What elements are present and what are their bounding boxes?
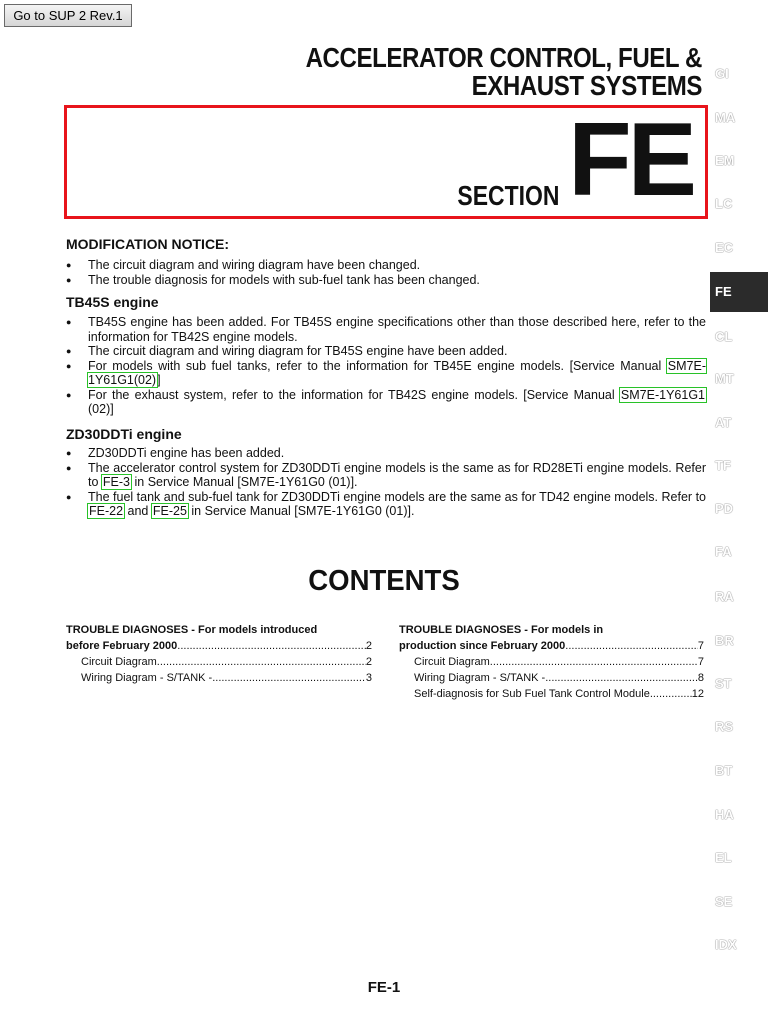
list-item	[66, 461, 706, 490]
tab-fe[interactable]: FE	[710, 272, 768, 312]
item-text: The accelerator control system for ZD30DDTi engine models is the same as for RD28ETi engine models. Refer to	[88, 460, 706, 489]
toc-leader	[212, 670, 366, 686]
toc-entry[interactable]	[399, 686, 704, 702]
toc-page: 3	[365, 672, 372, 684]
toc-head-line2: before February 2000	[66, 640, 178, 652]
zd30-list	[66, 446, 706, 519]
toc-page: 8	[697, 672, 704, 684]
list-item: ● The circuit diagram and wiring diagram for TB45S engine have been added.	[66, 344, 706, 359]
toc-entry-title: Self-diagnosis for Sub Fuel Tank Control Module	[414, 688, 650, 700]
tab-em[interactable]: EM	[715, 153, 735, 168]
tab-cl[interactable]: CL	[715, 329, 733, 344]
item-text-end: ]	[157, 373, 161, 387]
toc-head-line1: TROUBLE DIAGNOSES - For models in	[399, 624, 604, 636]
tab-at[interactable]: AT	[715, 415, 732, 430]
tab-idx[interactable]: IDX	[715, 937, 737, 952]
tab-fa[interactable]: FA	[715, 544, 732, 559]
toc-head-row[interactable]	[66, 638, 372, 654]
modification-list	[66, 258, 706, 287]
tab-ha[interactable]: HA	[715, 807, 734, 822]
tb45s-heading: TB45S engine	[66, 294, 159, 310]
tab-el[interactable]: EL	[715, 850, 732, 865]
section-banner	[64, 102, 708, 219]
go-to-sup-button[interactable]: Go to SUP 2 Rev.1	[4, 4, 132, 27]
tab-br[interactable]: BR	[715, 633, 734, 648]
list-item: ● The circuit diagram and wiring diagram have been changed.	[66, 258, 706, 273]
page-title	[255, 44, 702, 100]
toc-leader	[177, 638, 366, 654]
fe-3-link[interactable]: FE-3	[102, 475, 131, 489]
toc-page: 7	[697, 656, 704, 668]
item-text-end: in Service Manual [SM7E-1Y61G0 (01)].	[134, 475, 358, 489]
toc-entry[interactable]	[399, 670, 704, 686]
tb45s-list	[66, 315, 706, 417]
tab-ec[interactable]: EC	[715, 240, 734, 255]
list-item: ● ZD30DDTi engine has been added.	[66, 446, 706, 461]
list-item: ● The trouble diagnosis for models with sub-fuel tank has been changed.	[66, 273, 706, 288]
tab-mt[interactable]: MT	[715, 371, 734, 386]
list-item	[66, 490, 706, 519]
toc-entry[interactable]	[66, 654, 372, 670]
zd30-heading: ZD30DDTi engine	[66, 426, 182, 442]
toc-entry[interactable]	[66, 670, 372, 686]
item-text-and: and	[127, 504, 149, 518]
item-text: The fuel tank and sub-fuel tank for ZD30DDTi engine models are the same as for TD42 engine models. Refer to	[88, 489, 706, 504]
toc-page: 12	[691, 688, 704, 700]
list-item	[66, 359, 706, 388]
toc-entry-title: Wiring Diagram - S/TANK -	[81, 672, 213, 684]
toc-entry[interactable]	[399, 654, 704, 670]
toc-page: 7	[697, 640, 704, 652]
toc-leader	[565, 638, 698, 654]
service-manual-link[interactable]: SM7E-1Y61G1	[620, 387, 705, 402]
section-word: SECTION	[456, 180, 559, 211]
toc-leader	[650, 686, 692, 702]
fe-25-link[interactable]: FE-25	[152, 504, 187, 518]
item-text: For models with sub fuel tanks, refer to the information for TB45E engine models. [Service Manual	[88, 358, 662, 373]
tab-rs[interactable]: RS	[715, 719, 734, 734]
tab-pd[interactable]: PD	[715, 501, 734, 516]
tab-ra[interactable]: RA	[715, 589, 734, 604]
toc-leader	[490, 654, 698, 670]
title-line-1: ACCELERATOR CONTROL, FUEL &	[305, 42, 702, 73]
fe-22-link[interactable]: FE-22	[89, 504, 124, 518]
toc-head-line1: TROUBLE DIAGNOSES - For models introduced	[66, 624, 318, 636]
tab-lc[interactable]: LC	[715, 196, 733, 211]
toc-leader	[545, 670, 698, 686]
toc-entry-title: Wiring Diagram - S/TANK -	[414, 672, 546, 684]
toc-left	[66, 622, 372, 686]
tab-ma[interactable]: MA	[715, 110, 736, 125]
tab-st[interactable]: ST	[715, 676, 732, 691]
item-text: For the exhaust system, refer to the information for TB42S engine models. [Service Manual	[88, 387, 615, 402]
tab-gi[interactable]: GI	[715, 66, 729, 81]
list-item	[66, 388, 706, 417]
list-item: ● TB45S engine has been added. For TB45S engine specifications other than those described here, refer to the information for TB42S engine models.	[66, 315, 706, 344]
section-code: FE	[568, 102, 693, 218]
title-line-2: EXHAUST SYSTEMS	[471, 70, 702, 101]
toc-head-line2: production since February 2000	[399, 640, 566, 652]
tab-bt[interactable]: BT	[715, 763, 733, 778]
toc-entry-title: Circuit Diagram	[414, 656, 490, 668]
item-text-end: (02)]	[88, 402, 114, 416]
page-number: FE-1	[367, 979, 401, 996]
item-text-end: in Service Manual [SM7E-1Y61G0 (01)].	[191, 504, 415, 518]
toc-head-row[interactable]	[399, 638, 704, 654]
modification-heading: MODIFICATION NOTICE:	[66, 236, 230, 252]
tab-tf[interactable]: TF	[715, 458, 731, 473]
contents-title: CONTENTS	[308, 565, 460, 597]
service-manual-link[interactable]: SM7E-1Y61G1(02)	[88, 358, 706, 387]
toc-page: 2	[365, 656, 372, 668]
toc-entry-title: Circuit Diagram	[81, 656, 157, 668]
toc-leader	[157, 654, 366, 670]
tab-se[interactable]: SE	[715, 894, 733, 909]
toc-right	[399, 622, 704, 702]
toc-page: 2	[365, 640, 372, 652]
